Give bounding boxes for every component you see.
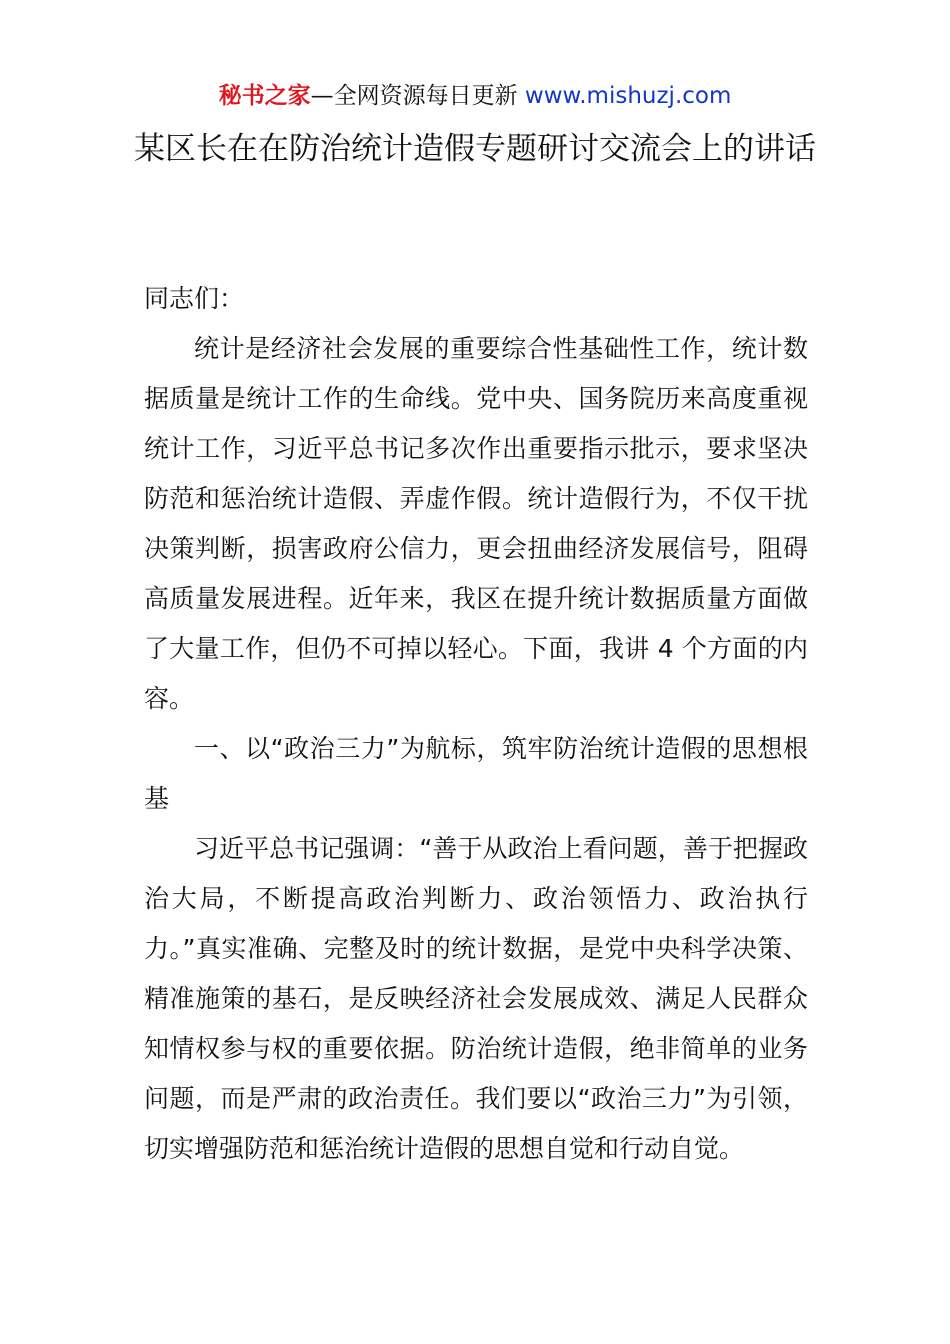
paragraph-section-1: 习近平总书记强调：“善于从政治上看问题，善于把握政治大局，不断提高政治判断力、政治领悟力、政治执行力。”真实准确、完整及时的统计数据，是党中央科学决策、精准施策的基石，是反映经济社会发展成效、满足人民群众知情权参与权的重要依据。防治统计造假，绝非简单的业务问题，而是严肃的政治责任。我们要以“政治三力”为引领，切实增强防范和惩治统计造假的思想自觉和行动自觉。 [144,834,808,1163]
salutation: 同志们： [144,284,245,313]
document-title: 某区长在在防治统计造假专题研讨交流会上的讲话 [134,131,816,167]
site-url[interactable]: www.mishuzj.com [524,83,732,109]
header-slogan: —全网资源每日更新 [310,83,525,109]
brand-name: 秘书之家 [218,83,311,109]
site-header [0,80,950,112]
section-heading-1: 一、以“政治三力”为航标，筑牢防治统计造假的思想根基 [144,734,808,813]
document-body [144,274,808,1174]
paragraph-intro: 统计是经济社会发展的重要综合性基础性工作，统计数据质量是统计工作的生命线。党中央、国务院历来高度重视统计工作，习近平总书记多次作出重要指示批示，要求坚决防范和惩治统计造假、弄虚作假。统计造假行为，不仅干扰决策判断，损害政府公信力，更会扭曲经济发展信号，阻碍高质量发展进程。近年来，我区在提升统计数据质量方面做了大量工作，但仍不可掉以轻心。下面，我讲 4 个方面的内容。 [144,334,808,713]
